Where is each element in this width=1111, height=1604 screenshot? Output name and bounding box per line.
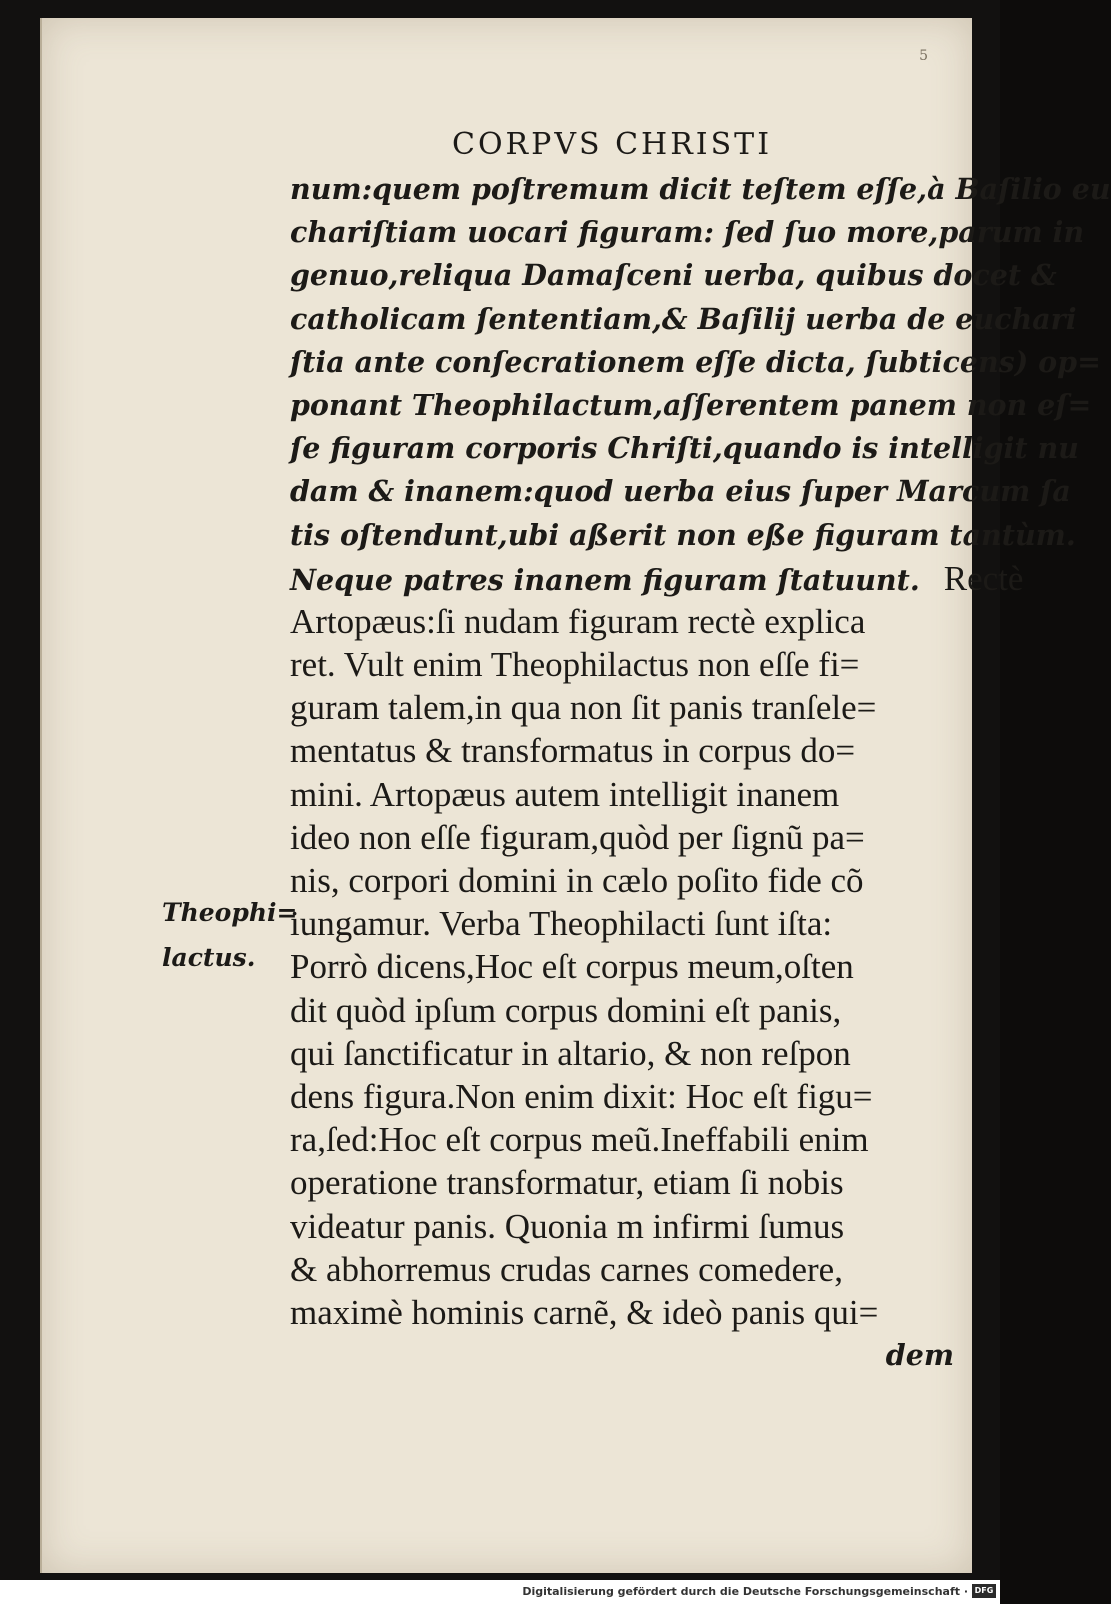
text-line: maximè hominis carnẽ, & ideò panis qui= xyxy=(290,1292,879,1332)
italic-segment: Neque patres inanem figuram ſtatuunt. xyxy=(290,562,920,597)
text-line: dit quòd ipſum corpus domini eſt panis, xyxy=(290,990,842,1030)
text-line: ret. Vult enim Theophilactus non eſſe fi= xyxy=(290,645,860,685)
roman-segment: Rectè xyxy=(943,558,1024,598)
text-line: chariſtiam uocari figuram: ſed ſuo more,parum in xyxy=(290,215,1085,250)
marginal-note xyxy=(162,890,297,980)
text-line: catholicam ſententiam,& Baſilij uerba de euchari xyxy=(290,301,1077,336)
text-line: ſe figuram corporis Chriſti,quando is intelligit nu xyxy=(290,431,1079,466)
marginal-note-line: lactus. xyxy=(162,943,256,972)
text-line: qui ſanctificatur in altario, & non reſpon xyxy=(290,1033,851,1073)
text-line: genuo,reliqua Damaſceni uerba, quibus docet & xyxy=(290,258,1057,293)
text-line: operatione transformatur, etiam ſi nobis xyxy=(290,1163,844,1203)
text-line: Porrò dicens,Hoc eſt corpus meum,oſten xyxy=(290,947,854,987)
text-line: guram talem,in qua non ſit panis tranſele= xyxy=(290,688,877,728)
text-line: ponant Theophilactum,aſſerentem panem non eſ= xyxy=(290,387,1092,422)
marginal-note-line: Theophi= xyxy=(162,898,298,927)
text-line: iungamur. Verba Theophilacti ſunt iſta: xyxy=(290,904,833,944)
text-line: num:quem poſtremum dicit teſtem eſſe,à Baſilio eu xyxy=(290,172,1111,206)
footer-credit: Digitalisierung gefördert durch die Deutsche Forschungsgemeinschaft · xyxy=(522,1585,968,1598)
catchword: dem xyxy=(885,1338,954,1373)
text-line: nis, corpori domini in cælo poſito fide cõ xyxy=(290,861,864,900)
dfg-logo: DFG xyxy=(972,1584,996,1598)
page-mark: 5 xyxy=(919,48,928,64)
text-line: ſtia ante conſecrationem eſſe dicta, ſubticens) op= xyxy=(290,344,1101,379)
footer-bar xyxy=(0,1580,1000,1604)
text-line: ideo non eſſe figuram,quòd per ſignũ pa= xyxy=(290,817,865,857)
text-line: mini. Artopæus autem intelligit inanem xyxy=(290,774,840,814)
text-line: dens figura.Non enim dixit: Hoc eſt figu= xyxy=(290,1076,873,1116)
text-line: dam & inanem:quod uerba eius ſuper Marcum ſa xyxy=(290,474,1071,509)
text-line: ra,ſed:Hoc eſt corpus meũ.Ineffabili enim xyxy=(290,1120,869,1160)
running-head: CORPVS CHRISTI xyxy=(452,127,773,162)
text-line: mentatus & transformatus in corpus do= xyxy=(290,731,856,771)
text-line: videatur panis. Quonia m infirmi ſumus xyxy=(290,1206,845,1246)
text-line: & abhorremus crudas carnes comedere, xyxy=(290,1249,843,1289)
text-block xyxy=(290,168,1111,1377)
text-line: tis oſtendunt,ubi aßerit non eße figuram tantùm. xyxy=(290,517,1076,552)
text-line: Artopæus:ſi nudam figuram rectè explica xyxy=(290,601,866,641)
text-line-mixed xyxy=(290,557,1024,600)
